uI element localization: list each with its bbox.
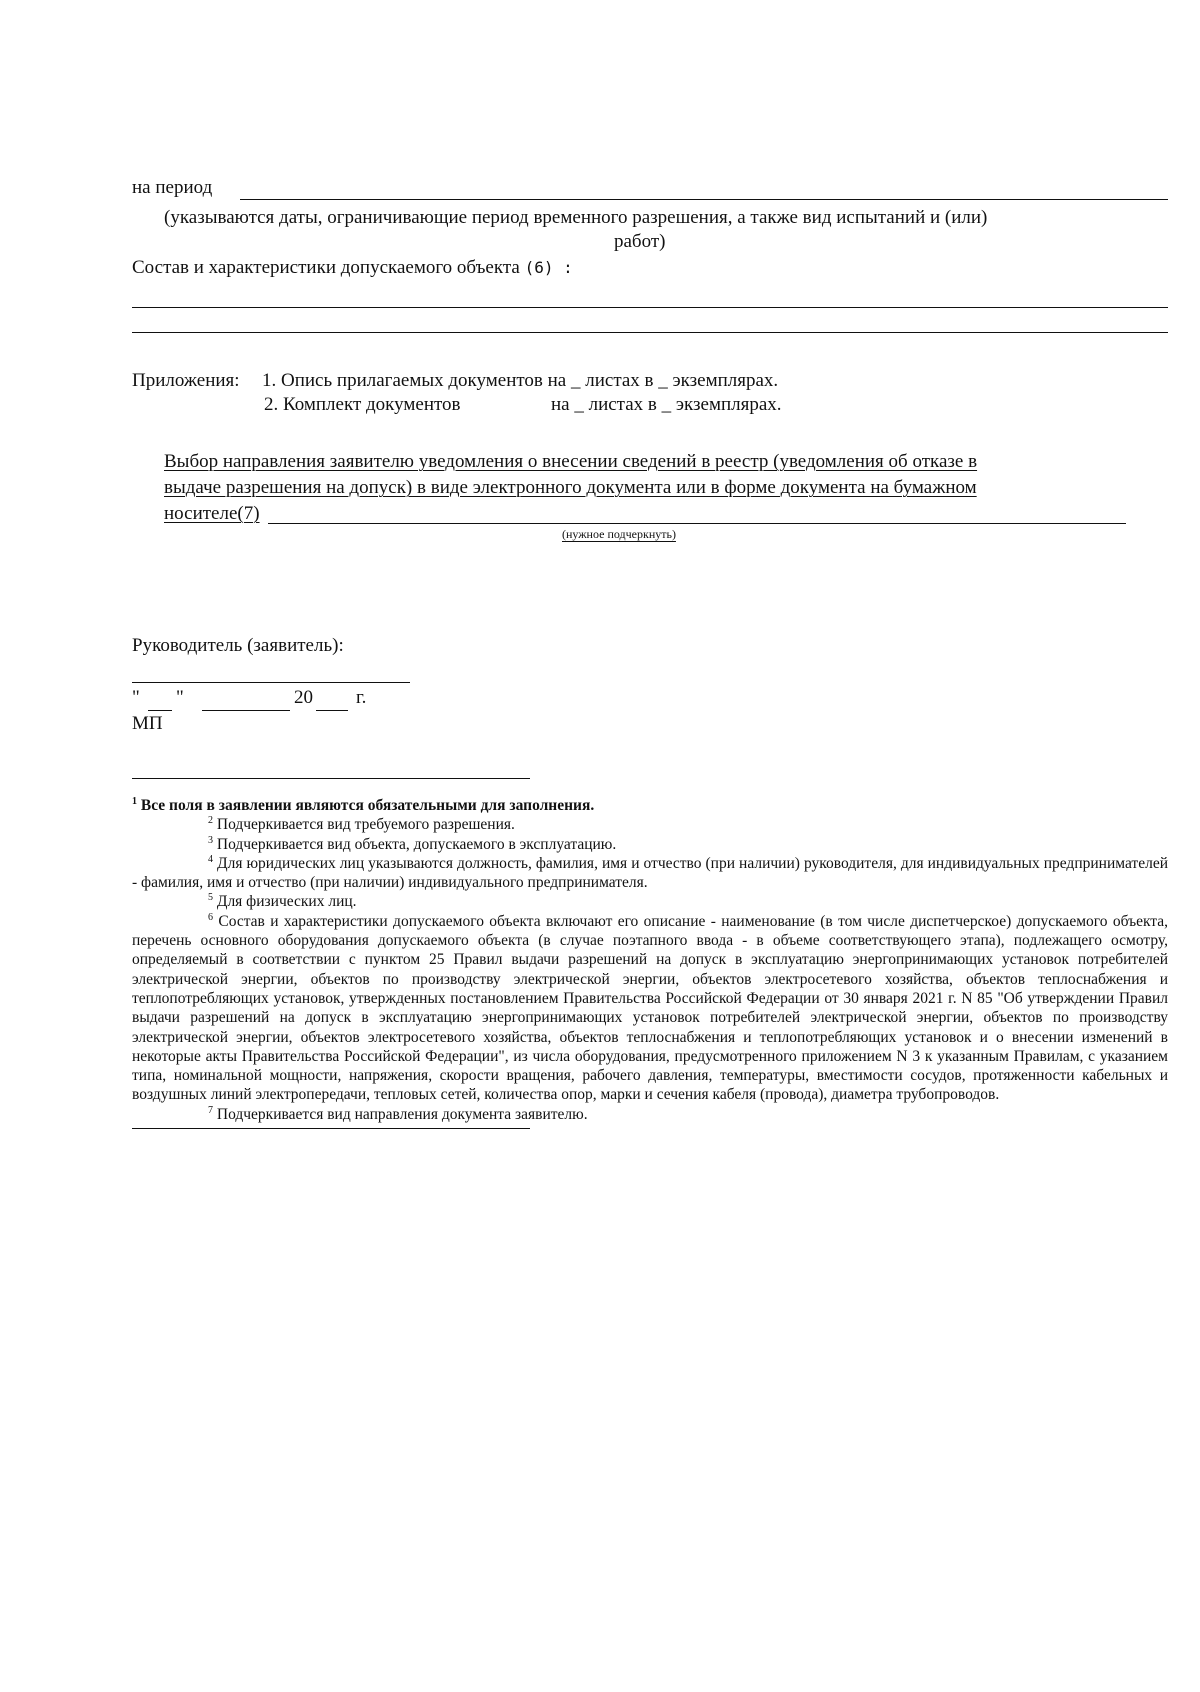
delivery-choice-line-2[interactable]: выдаче разрешения на допуск) в виде электронного документа или в форме документа на бумажном xyxy=(164,477,977,498)
period-fill-line[interactable] xyxy=(240,199,1168,200)
period-label: на период xyxy=(132,177,213,198)
delivery-choice-hint: (нужное подчеркнуть) xyxy=(562,527,676,541)
footnote-2-num: 2 xyxy=(208,815,213,827)
footnote-1-text: Все поля в заявлении являются обязательными для заполнения. xyxy=(140,797,595,814)
footnote-1-num: 1 xyxy=(132,796,137,807)
footnote-7 xyxy=(132,1105,1168,1124)
footnote-5 xyxy=(132,892,1168,911)
footnote-1 xyxy=(132,796,1168,815)
composition-fill-line-2[interactable] xyxy=(132,332,1168,333)
footnotes xyxy=(132,796,1168,1124)
date-year-line[interactable] xyxy=(316,710,348,711)
footnote-4-text: Для юридических лиц указываются должность, фамилия, имя и отчество (при наличии) руководителя, для индивидуальных предпринимателей - фамилия, имя и отчество (при наличии) индивидуального предпринимателя. xyxy=(132,854,1168,892)
attachments-label: Приложения: xyxy=(132,370,240,391)
date-month-line[interactable] xyxy=(202,710,290,711)
period-hint: (указываются даты, ограничивающие период временного разрешения, а также вид испытаний и (или) xyxy=(164,207,988,228)
date-year-prefix: 20 xyxy=(294,687,313,708)
attachment-item-2-name: 2. Комплект документов xyxy=(264,394,461,415)
signatory-label: Руководитель (заявитель): xyxy=(132,635,344,656)
composition-fill-line-1[interactable] xyxy=(132,307,1168,308)
date-year-suffix: г. xyxy=(356,687,367,708)
attachment-item-2-count: на _ листах в _ экземплярах. xyxy=(551,394,782,415)
composition-label-text: Состав и характеристики допускаемого объекта xyxy=(132,257,520,278)
footnote-6-num: 6 xyxy=(208,911,213,923)
composition-note-ref: (6) : xyxy=(524,258,573,277)
footnote-5-text: Для физических лиц. xyxy=(216,893,357,911)
delivery-choice-fill-line[interactable] xyxy=(268,523,1126,524)
footnote-3 xyxy=(132,835,1168,854)
delivery-choice-line-3[interactable]: носителе(7) xyxy=(164,503,260,524)
footnote-7-text: Подчеркивается вид направления документа заявителю. xyxy=(216,1105,588,1123)
period-hint-cont: работ) xyxy=(614,231,666,252)
footnotes-separator-bottom xyxy=(132,1128,530,1129)
footnote-2-text: Подчеркивается вид требуемого разрешения. xyxy=(216,816,515,834)
date-day-line[interactable] xyxy=(148,710,172,711)
footnote-7-num: 7 xyxy=(208,1104,213,1116)
signature-line[interactable] xyxy=(132,682,410,683)
stamp-label: МП xyxy=(132,713,163,734)
footnote-3-num: 3 xyxy=(208,834,213,846)
date-quote-open: " xyxy=(132,687,140,708)
footnote-6 xyxy=(132,912,1168,1105)
footnote-2 xyxy=(132,815,1168,834)
footnote-4-num: 4 xyxy=(208,853,213,865)
footnote-4 xyxy=(132,854,1168,893)
footnotes-separator-top xyxy=(132,778,530,779)
attachment-item-1: 1. Опись прилагаемых документов на _ листах в _ экземплярах. xyxy=(262,370,779,391)
footnote-6-text: Состав и характеристики допускаемого объекта включают его описание - наименование (в том числе диспетчерское) допускаемого объекта, перечень основного оборудования допускаемого объекта (в случае поэтапного ввода - в объеме соответствующего этапа), подлежащего осмотру, определяемый в соответствии с пунктом 25 Правил выдачи разрешений на допуск в эксплуатацию энергопринимающих установок потребителей электрической энергии, объектов по производству электрической энергии, объектов электросетевого хозяйства, объектов теплоснабжения и теплопотребляющих установок, утвержденных постановлением Правительства Российской Федерации от 30 января 2021 г. N 85 "Об утверждении Правил выдачи разрешений на допуск в эксплуатацию энергопринимающих установок потребителей электрической энергии, объектов по производству электрической энергии, объектов электросетевого хозяйства, объектов теплоснабжения и теплопотребляющих установок и о внесении изменений в некоторые акты Правительства Российской Федерации", из числа оборудования, предусмотренного приложением N 3 к указанным Правилам, с указанием типа, номинальной мощности, напряжения, скорости вращения, рабочего давления, температуры, вместимости сосудов, протяженности кабельных и воздушных линий электропередачи, тепловых сетей, количества опор, марки и сечения кабеля (провода), диаметра трубопроводов. xyxy=(132,912,1169,1104)
date-quote-close: " xyxy=(176,687,184,708)
footnote-5-num: 5 xyxy=(208,892,213,904)
delivery-choice-line-1[interactable]: Выбор направления заявителю уведомления о внесении сведений в реестр (уведомления об отказе в xyxy=(164,451,978,472)
composition-label xyxy=(132,256,573,280)
footnote-3-text: Подчеркивается вид объекта, допускаемого в эксплуатацию. xyxy=(216,835,617,853)
